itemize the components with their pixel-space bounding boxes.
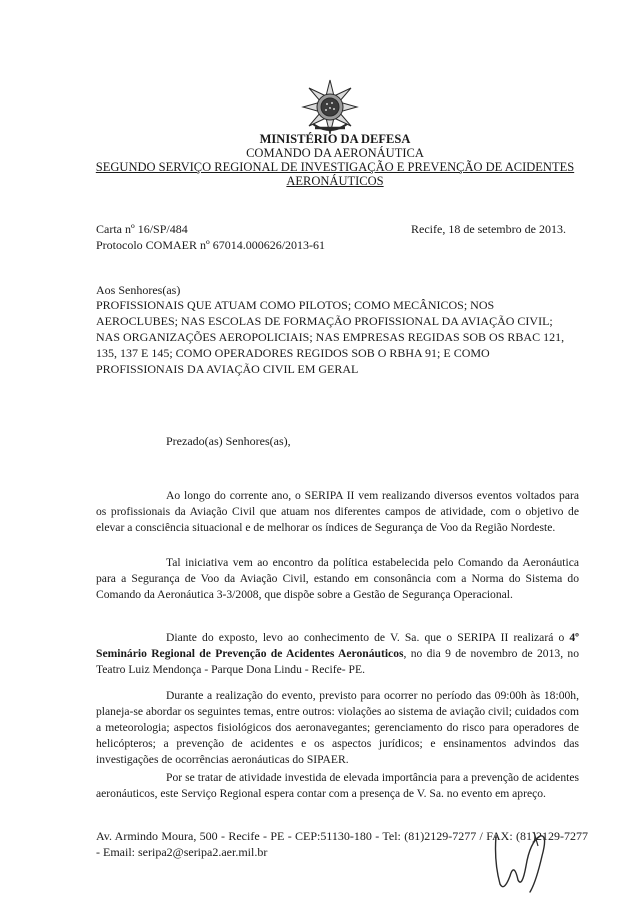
body-paragraph-4: Durante a realização do evento, previsto para ocorrer no período das 09:00h às 18:00h, planeja-se abordar os seguintes temas, entre outros: violações ao sistema de aviação civil; cuidados com a meteorologia; aspectos fisiológicos dos aeronavegantes; gerenciamento do risco para operadores de helicópteros; a prevenção de acidentes e os aspectos jurídicos; e ensinamentos advindos das investigações de ocorrências aeronáuticas do SIPAER. bbox=[96, 689, 579, 766]
footer-address: Av. Armindo Moura, 500 - Recife - PE - CEP:51130-180 - Tel: (81)2129-7277 / FAX: (81)2129-7277 - Email: seripa2@seripa2.aer.mil.br bbox=[96, 829, 588, 859]
body-paragraph-5: Por se tratar de atividade investida de elevada importância para a prevenção de acidentes aeronáuticos, este Serviço Regional espera contar com a presença de V. Sa. no evento em apreço. bbox=[96, 771, 579, 800]
brazil-coat-of-arms-icon bbox=[301, 78, 359, 136]
seminar-name: 4º Seminário Regional de Prevenção de Acidentes Aeronáuticos bbox=[96, 631, 579, 660]
service-title-line2: AERONÁUTICOS bbox=[286, 174, 384, 188]
command-title: COMANDO DA AERONÁUTICA bbox=[246, 146, 424, 160]
service-title-line1: SEGUNDO SERVIÇO REGIONAL DE INVESTIGAÇÃO E PREVENÇÃO DE ACIDENTES bbox=[95, 160, 575, 174]
letter-number: Carta nº 16/SP/484 bbox=[96, 222, 188, 236]
ministry-title: MINISTÉRIO DA DEFESA bbox=[259, 132, 411, 146]
handwritten-initials-icon bbox=[490, 822, 550, 894]
addressee-recipients: PROFISSIONAIS QUE ATUAM COMO PILOTOS; COMO MECÂNICOS; NOS AEROCLUBES; NAS ESCOLAS DE FORMAÇÃO PROFISSIONAL DA AVIAÇÃO CIVIL; NAS ORGANIZAÇÕES AEROPOLICIAIS; NAS EMPRESAS REGIDAS SOB OS RBAC 121, 135, 137 E 145; COMO OPERADORES REGIDOS SOB O RBHA 91; E COMO PROFISSIONAIS DA AVIAÇÃO CIVIL EM GERAL bbox=[96, 298, 565, 376]
protocol-number: Protocolo COMAER nº 67014.000626/2013-61 bbox=[96, 238, 326, 252]
body-paragraph-3: Diante do exposto, levo ao conhecimento de V. Sa. que o SERIPA II realizará o 4º Seminário Regional de Prevenção de Acidentes Aeronáuticos, no dia 9 de novembro de 2013, no Teatro Luiz Mendonça - Parque Dona Lindu - Recife- PE. bbox=[96, 631, 579, 676]
letter-date: Recife, 18 de setembro de 2013. bbox=[411, 222, 566, 236]
body-paragraph-1: Ao longo do corrente ano, o SERIPA II vem realizando diversos eventos voltados para os profissionais da Aviação Civil que atuam nos diferentes campos de atividade, com o objetivo de elevar a consciência situacional e de melhorar os índices de Segurança de Voo da Região Nordeste. bbox=[96, 489, 579, 534]
salutation: Prezado(as) Senhores(as), bbox=[166, 434, 291, 448]
body-paragraph-2: Tal iniciativa vem ao encontro da política estabelecida pelo Comando da Aeronáutica para a Segurança de Voo da Aviação Civil, estando em consonância com a Norma do Sistema do Comando da Aeronáutica 3-3/2008, que dispõe sobre a Gestão de Segurança Operacional. bbox=[96, 556, 579, 601]
addressee-greeting: Aos Senhores(as) bbox=[96, 283, 181, 297]
